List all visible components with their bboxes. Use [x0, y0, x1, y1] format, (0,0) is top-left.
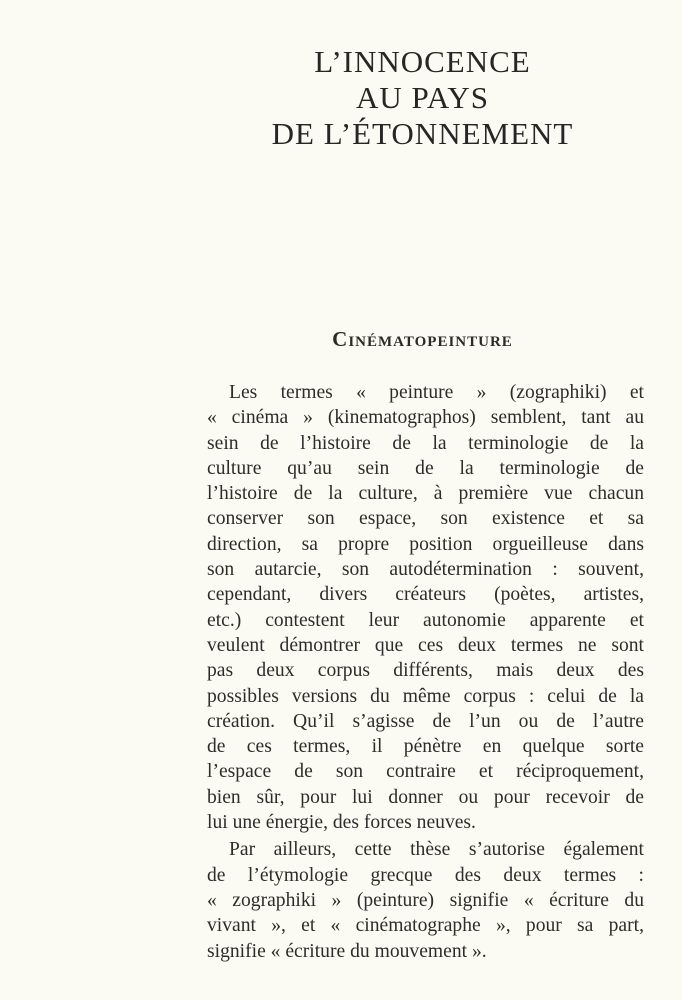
text-line: de ces termes, il pénètre en quelque sorte — [207, 736, 644, 758]
text-line: création. Qu’il s’agisse de l’un ou de l’autre — [207, 710, 644, 732]
text-line: l’histoire de la culture, à première vue chacun — [207, 483, 644, 505]
text-line: etc.) contestent leur autonomie apparente et — [207, 609, 644, 631]
text-line: direction, sa propre position orgueilleuse dans — [207, 533, 644, 555]
title-line-3: DE L’ÉTONNEMENT — [271, 116, 574, 151]
paragraph-2 — [207, 837, 644, 963]
text-line: sein de l’histoire de la terminologie de la — [207, 432, 644, 454]
title-line-2: AU PAYS — [355, 80, 490, 115]
text-line: veulent démontrer que ces deux termes ne sont — [207, 634, 644, 656]
section-heading: Cinématopeinture — [332, 327, 513, 351]
text-line: son autarcie, son autodétermination : souvent, — [207, 559, 644, 581]
text-line: pas deux corpus différents, mais deux des — [207, 660, 644, 682]
text-line: possibles versions du même corpus : celui de la — [207, 685, 644, 707]
text-line: « zographiki » (peinture) signifie « écriture du — [207, 889, 644, 911]
text-line: « cinéma » (kinematographos) semblent, tant au — [207, 407, 644, 429]
text-line: culture qu’au sein de la terminologie de — [207, 457, 644, 479]
paragraph-1 — [207, 380, 644, 835]
text-line: vivant », et « cinématographe », pour sa part, — [207, 915, 644, 937]
text-line: signifie « écriture du mouvement ». — [207, 940, 487, 962]
text-line: de l’étymologie grecque des deux termes : — [207, 864, 644, 886]
chapter-title — [200, 44, 645, 152]
text-line: conserver son espace, son existence et sa — [207, 508, 644, 530]
text-line: Par ailleurs, cette thèse s’autorise également — [229, 839, 644, 861]
text-line: lui une énergie, des forces neuves. — [207, 812, 476, 834]
text-line: bien sûr, pour lui donner ou pour recevoir de — [207, 786, 644, 808]
text-line: Les termes « peinture » (zographiki) et — [229, 382, 644, 403]
body-text — [207, 380, 644, 964]
text-line: cependant, divers créateurs (poètes, artistes, — [207, 584, 644, 606]
title-line-1: L’INNOCENCE — [314, 44, 531, 79]
text-line: l’espace de son contraire et réciproquement, — [207, 761, 644, 783]
